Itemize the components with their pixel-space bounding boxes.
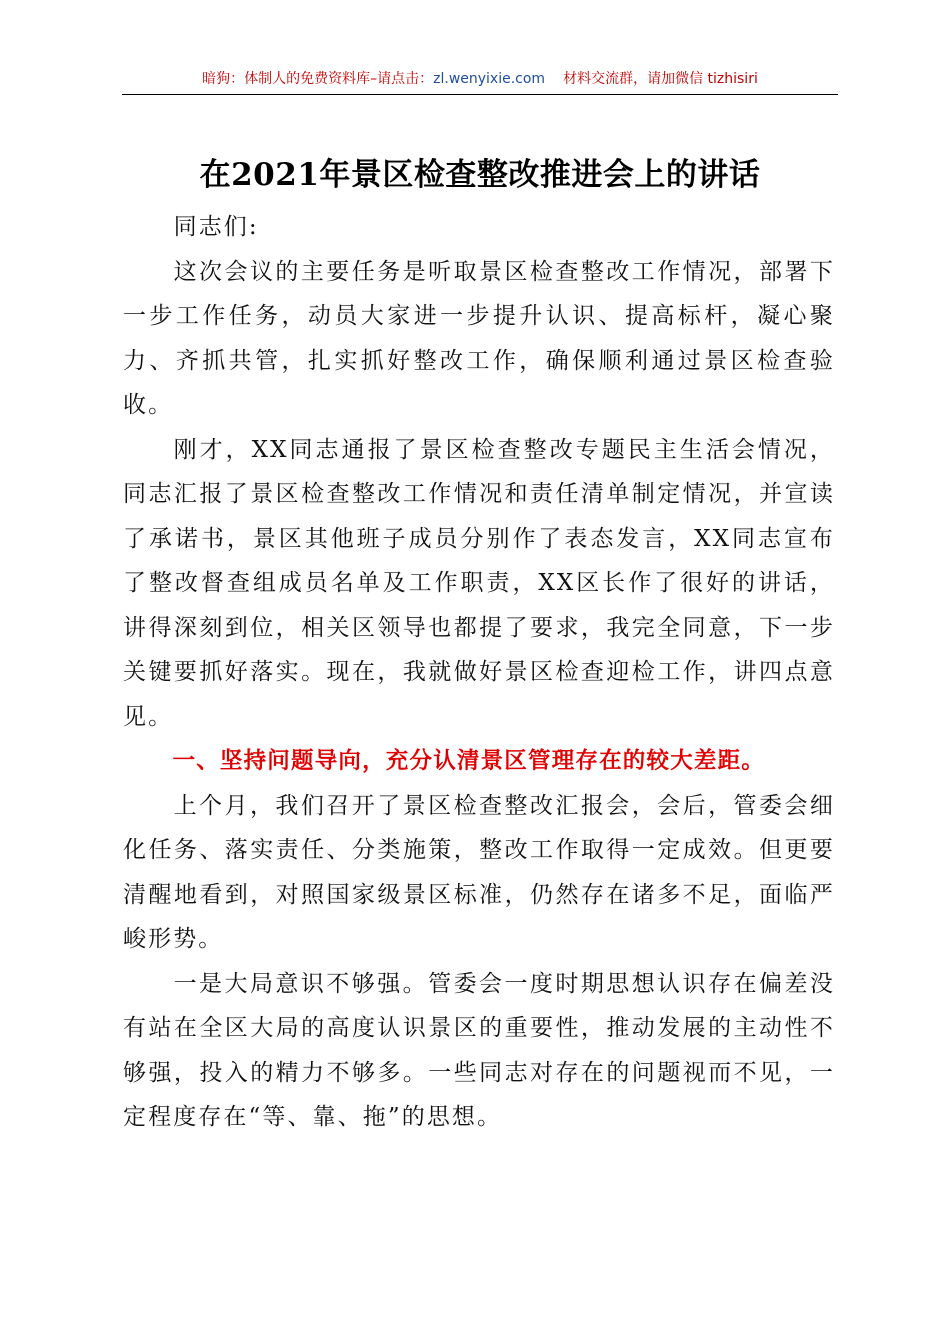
greeting: 同志们: — [173, 214, 259, 240]
section-heading: 一、坚持问题导向，充分认清景区管理存在的较大差距。 — [172, 748, 766, 774]
page-header — [122, 66, 838, 92]
header-group-text: 材料交流群，请加微信 tizhisiri — [563, 71, 758, 87]
header-url-link[interactable]: zl.wenyixie.com — [433, 71, 546, 87]
document-title: 在2021年景区检查整改推进会上的讲话 — [199, 157, 761, 193]
header-prompt: –请点击： — [370, 71, 434, 87]
paragraph-recap: 刚才，XX同志通报了景区检查整改专题民主生活会情况，同志汇报了景区检查整改工作情况和责任清单制定情况，并宣读了承诺书，景区其他班子成员分别作了表态发言，XX同志宣布了整改督查组成员名单及工作职责，XX区长作了很好的讲话，讲得深刻到位，相关区领导也都提了要求，我完全同意，下一步关键要抓好落实。现在，我就做好景区检查迎检工作，讲四点意见。 — [123, 436, 835, 730]
document-body — [123, 205, 835, 1140]
paragraph-section-2: 一是大局意识不够强。管委会一度时期思想认识存在偏差没有站在全区大局的高度认识景区的重要性，推动发展的主动性不够强，投入的精力不够多。一些同志对存在的问题视而不见，一定程度存在“等、靠、拖”的思想。 — [123, 970, 835, 1130]
header-brand: 暗狗：体制人的免费资料库 — [202, 71, 371, 87]
paragraph-intro: 这次会议的主要任务是听取景区检查整改工作情况，部署下一步工作任务，动员大家进一步提升认识、提高标杆，凝心聚力、齐抓共管，扎实抓好整改工作，确保顺利通过景区检查验收。 — [123, 258, 835, 418]
paragraph-section-1: 上个月，我们召开了景区检查整改汇报会，会后，管委会细化任务、落实责任、分类施策，整改工作取得一定成效。但更要清醒地看到，对照国家级景区标准，仍然存在诸多不足，面临严峻形势。 — [123, 792, 835, 952]
header-divider — [122, 94, 838, 95]
